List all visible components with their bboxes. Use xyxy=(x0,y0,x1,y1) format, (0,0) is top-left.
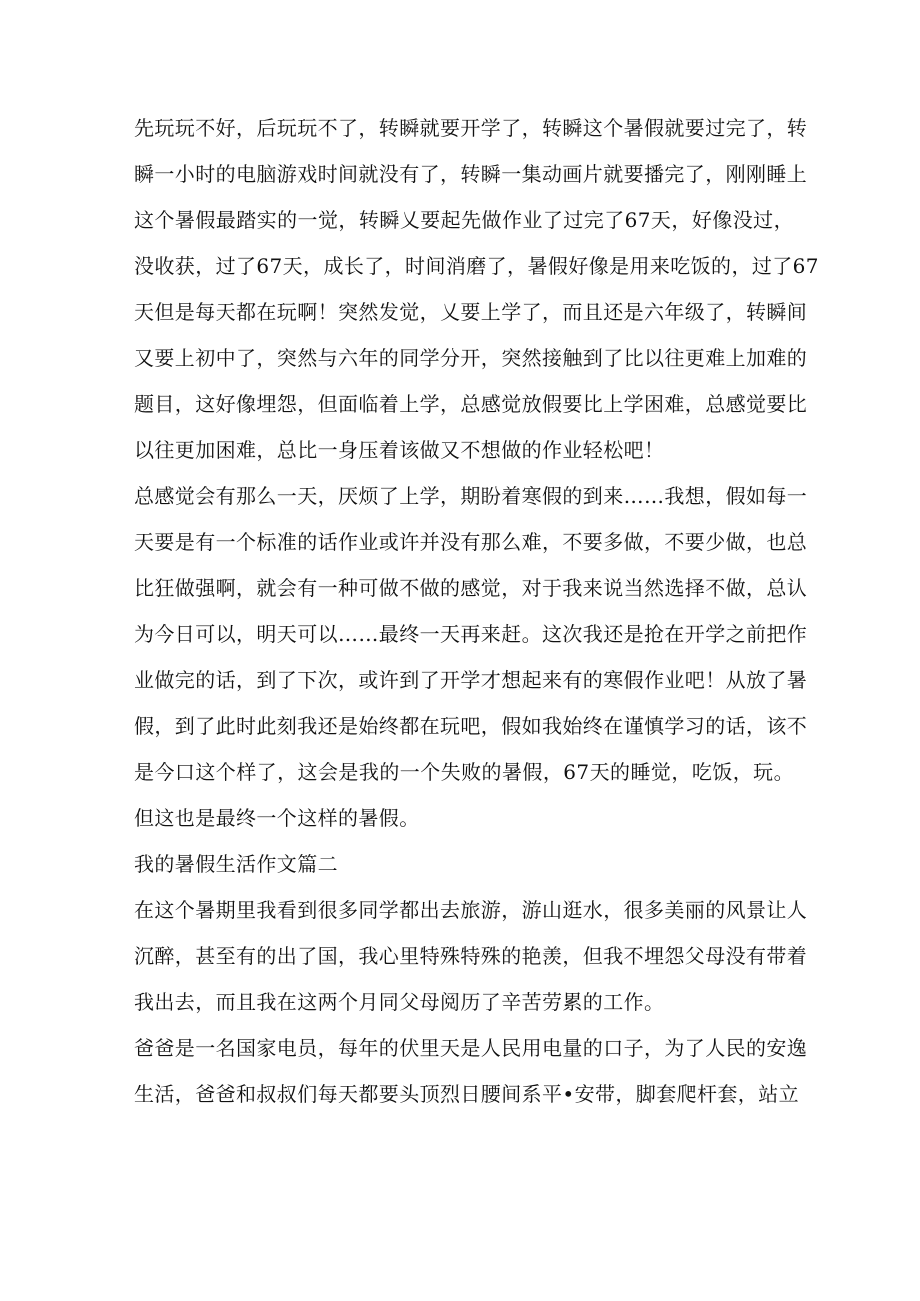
section-heading: 我的暑假生活作文篇二 xyxy=(134,852,338,876)
paragraph-3-line-3: 我出去，而且我在这两个月同父母阅历了辛苦劳累的工作。 xyxy=(134,990,665,1014)
paragraph-1-line-7: 题目，这好像埋怨，但面临着上学，总感觉放假要比上学困难，总感觉要比 xyxy=(134,392,808,416)
paragraph-3-line-2: 沉醉，甚至有的出了国，我心里特殊特殊的艳羡，但我不埋怨父母没有带着 xyxy=(134,944,808,968)
paragraph-2-line-2: 天要是有一个标准的话作业或许并没有那么难，不要多做，不要少做，也总 xyxy=(134,530,808,554)
paragraph-1-line-8: 以往更加困难，总比一身压着该做又不想做的作业轻松吧！ xyxy=(134,438,665,462)
paragraph-1-line-4: 没收获，过了67天，成长了，时间消磨了，暑假好像是用来吃饭的，过了67 xyxy=(134,254,819,278)
paragraph-1-line-6: 又要上初中了，突然与六年的同学分开，突然接触到了比以往更难上加难的 xyxy=(134,346,808,370)
paragraph-2-line-5: 业做完的话，到了下次，或许到了开学才想起来有的寒假作业吧！从放了暑 xyxy=(134,668,808,692)
paragraph-4-line-1: 爸爸是一名国家电员，每年的伏里天是人民用电量的口子，为了人民的安逸 xyxy=(134,1036,808,1060)
paragraph-1-line-3: 这个暑假最踏实的一觉，转瞬乂要起先做作业了过完了67天，好像没过， xyxy=(134,208,794,232)
paragraph-4-line-2: 生活，爸爸和叔叔们每天都要头顶烈日腰间系平•安带，脚套爬杆套，站立 xyxy=(134,1082,799,1106)
paragraph-1-line-5: 天但是每天都在玩啊！突然发觉，乂要上学了，而且还是六年级了，转瞬间 xyxy=(134,300,808,324)
paragraph-2-line-6: 假，到了此时此刻我还是始终都在玩吧，假如我始终在谨慎学习的话，该不 xyxy=(134,714,808,738)
paragraph-1-line-1: 先玩玩不好，后玩玩不了，转瞬就要开学了，转瞬这个暑假就要过完了，转 xyxy=(134,116,808,140)
paragraph-2-line-8: 但这也是最终一个这样的暑假。 xyxy=(134,806,420,830)
paragraph-3-line-1: 在这个暑期里我看到很多同学都出去旅游，游山逛水，很多美丽的风景让人 xyxy=(134,898,808,922)
paragraph-2-line-7: 是今口这个样了，这会是我的一个失败的暑假，67天的睡觉，吃饭，玩。 xyxy=(134,760,794,784)
paragraph-2-line-3: 比狂做强啊，就会有一种可做不做的感觉，对于我来说当然选择不做，总认 xyxy=(134,576,808,600)
paragraph-2-line-1: 总感觉会有那么一天，厌烦了上学，期盼着寒假的到来……我想，假如每一 xyxy=(134,484,808,508)
paragraph-1-line-2: 瞬一小时的电脑游戏时间就没有了，转瞬一集动画片就要播完了，刚刚睡上 xyxy=(134,162,808,186)
paragraph-2-line-4: 为今日可以，明天可以……最终一天再来赶。这次我还是抢在开学之前把作 xyxy=(134,622,808,646)
